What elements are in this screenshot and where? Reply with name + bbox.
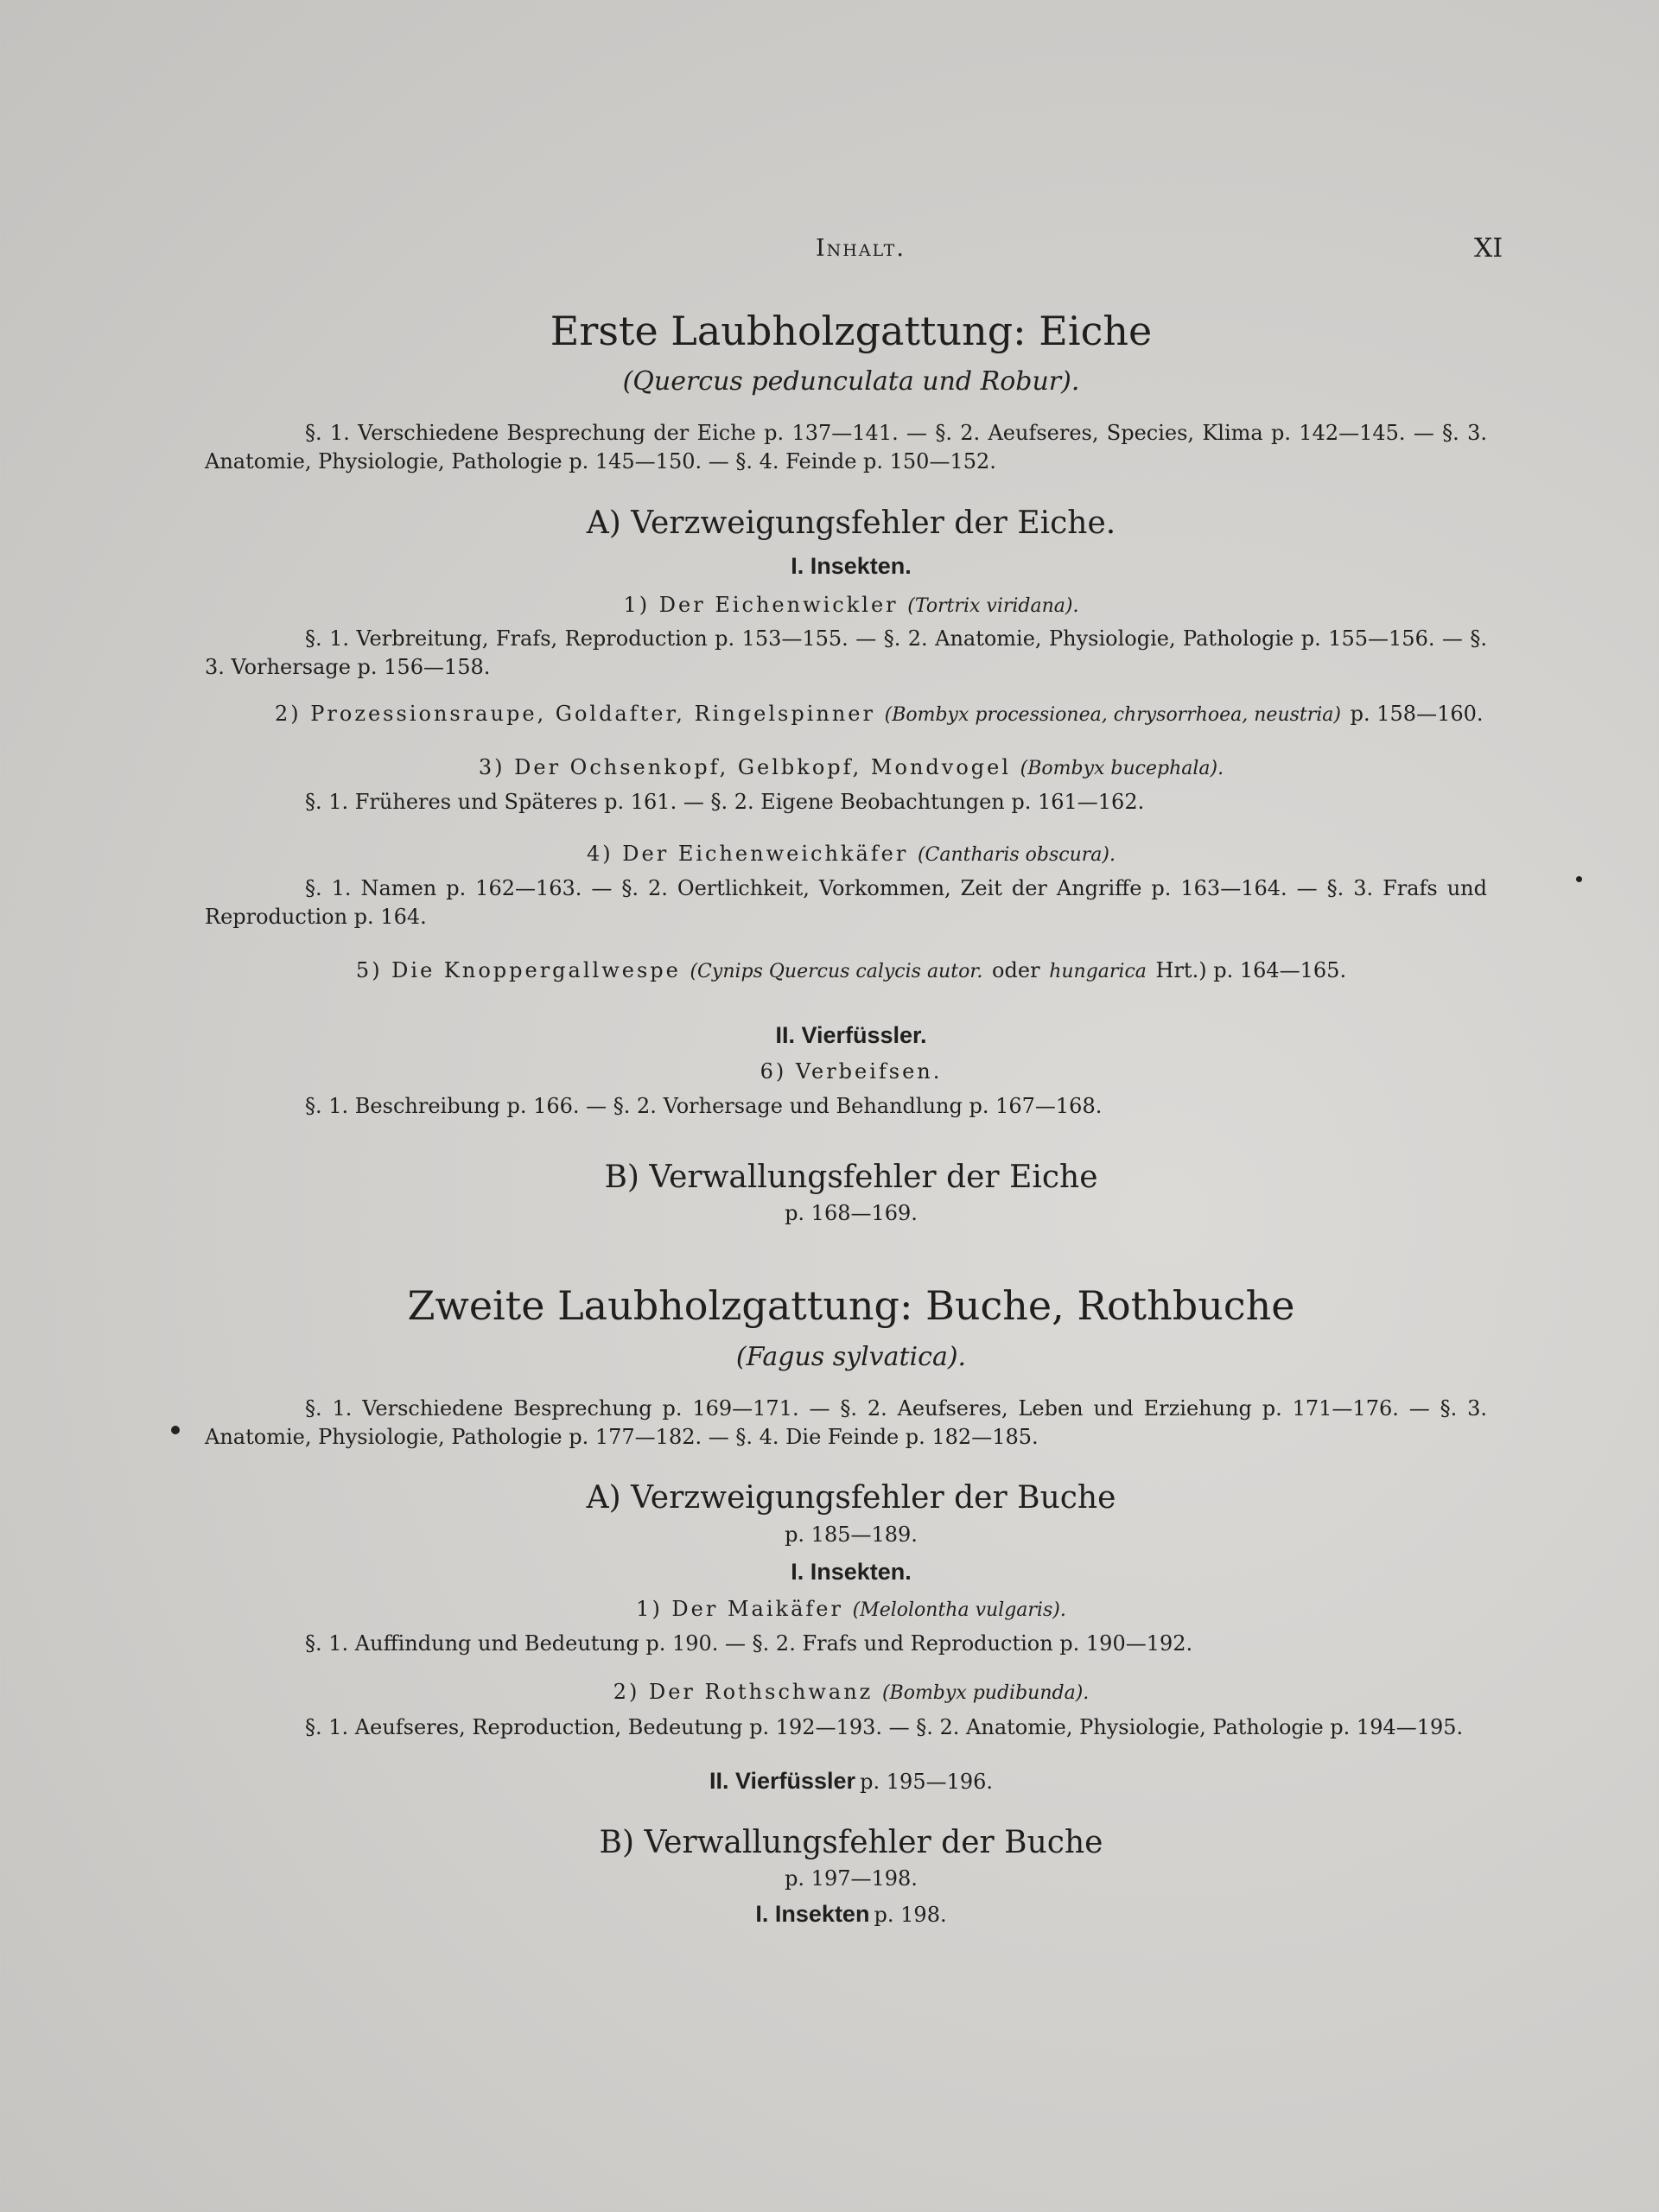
entry-oak-cantharis-text: §. 1. Namen p. 162—163. — §. 2. Oertlichkeit, Vorkommen, Zeit der Angriffe p. 163—164. — §. 3. Frafs und Reproduction p. 164. [205, 876, 1487, 929]
section-title-oak: Erste Laubholzgattung: Eiche [550, 308, 1153, 354]
entry-beech-pudibunda: 2) Der Rothschwanz (Bombyx pudibunda). [613, 1680, 1090, 1704]
entry-oak-tortrix: 1) Der Eichenwickler (Tortrix viridana). [623, 593, 1079, 617]
ink-speck [1576, 876, 1582, 882]
entry-oak-tortrix-text: §. 1. Verbreitung, Frafs, Reproduction p. 153—155. — §. 2. Anatomie, Physiologie, Pathologie p. 155—156. — §. 3. Vorhersage p. 156—158. [205, 626, 1487, 679]
heading-quadrupeds-oak: II. Vierfüssler. [775, 1022, 927, 1048]
entry-oak-cantharis: 4) Der Eichenweichkäfer (Cantharis obscura). [587, 842, 1116, 866]
section-latin-oak: (Quercus pedunculata und Robur). [622, 366, 1080, 397]
entry-beech-melolontha-text: §. 1. Auffindung und Bedeutung p. 190. — §. 2. Frafs und Reproduction p. 190—192. [305, 1631, 1193, 1656]
entry-beech-melolontha: 1) Der Maikäfer (Melolontha vulgaris). [636, 1597, 1066, 1621]
heading-quadrupeds-beech: II. Vierfüssler p. 195—196. [709, 1768, 994, 1794]
heading-wound-faults-beech: B) Verwallungsfehler der Buche [599, 1825, 1103, 1860]
entry-oak-browsing: 6) Verbeifsen. [760, 1059, 943, 1084]
entry-oak-bucephala: 3) Der Ochsenkopf, Gelbkopf, Mondvogel (Bombyx bucephala). [478, 755, 1224, 779]
page-number: XI [1474, 233, 1503, 264]
heading-insects-oak: I. Insekten. [791, 553, 912, 579]
pages-wound-faults-oak: p. 168—169. [785, 1201, 918, 1225]
heading-insects-wound-beech: I. Insekten p. 198. [755, 1901, 947, 1927]
entry-beech-pudibunda-text: §. 1. Aeufseres, Reproduction, Bedeutung p. 192—193. — §. 2. Anatomie, Physiologie, Pathologie p. 194—195. [305, 1715, 1464, 1739]
heading-branching-faults-beech: A) Verzweigungsfehler der Buche [586, 1480, 1116, 1516]
section-summary-oak: §. 1. Verschiedene Besprechung der Eiche p. 137—141. — §. 2. Aeufseres, Species, Klima p. 142—145. — §. 3. Anatomie, Physiologie, Pathologie p. 145—150. — §. 4. Feinde p. 150—152. [205, 421, 1487, 474]
heading-wound-faults-oak: B) Verwallungsfehler der Eiche [604, 1160, 1098, 1195]
section-title-beech: Zweite Laubholzgattung: Buche, Rothbuche [407, 1282, 1295, 1329]
entry-oak-bucephala-text: §. 1. Früheres und Späteres p. 161. — §. 2. Eigene Beobachtungen p. 161—162. [305, 790, 1145, 814]
pages-branching-faults-beech: p. 185—189. [785, 1522, 918, 1547]
pages-wound-faults-beech: p. 197—198. [785, 1866, 918, 1891]
heading-branching-faults-oak: A) Verzweigungsfehler der Eiche. [586, 505, 1116, 541]
entry-oak-bombyx: 2) Prozessionsraupe, Goldafter, Ringelspinner (Bombyx processionea, chrysorrhoea, neustria) p. 158—160. [275, 702, 1484, 726]
heading-insects-beech: I. Insekten. [791, 1559, 912, 1585]
entry-oak-browsing-text: §. 1. Beschreibung p. 166. — §. 2. Vorhersage und Behandlung p. 167—168. [305, 1094, 1103, 1118]
ink-speck [171, 1426, 180, 1434]
entry-oak-cynips: 5) Die Knoppergallwespe (Cynips Quercus calycis autor. oder hungarica Hrt.) p. 164—165. [355, 958, 1347, 982]
running-title: Inhalt. [816, 235, 906, 262]
section-latin-beech: (Fagus sylvatica). [735, 1342, 967, 1372]
section-summary-beech: §. 1. Verschiedene Besprechung p. 169—171. — §. 2. Aeufseres, Leben und Erziehung p. 171—176. — §. 3. Anatomie, Physiologie, Pathologie p. 177—182. — §. 4. Die Feinde p. 182—185. [205, 1396, 1487, 1449]
